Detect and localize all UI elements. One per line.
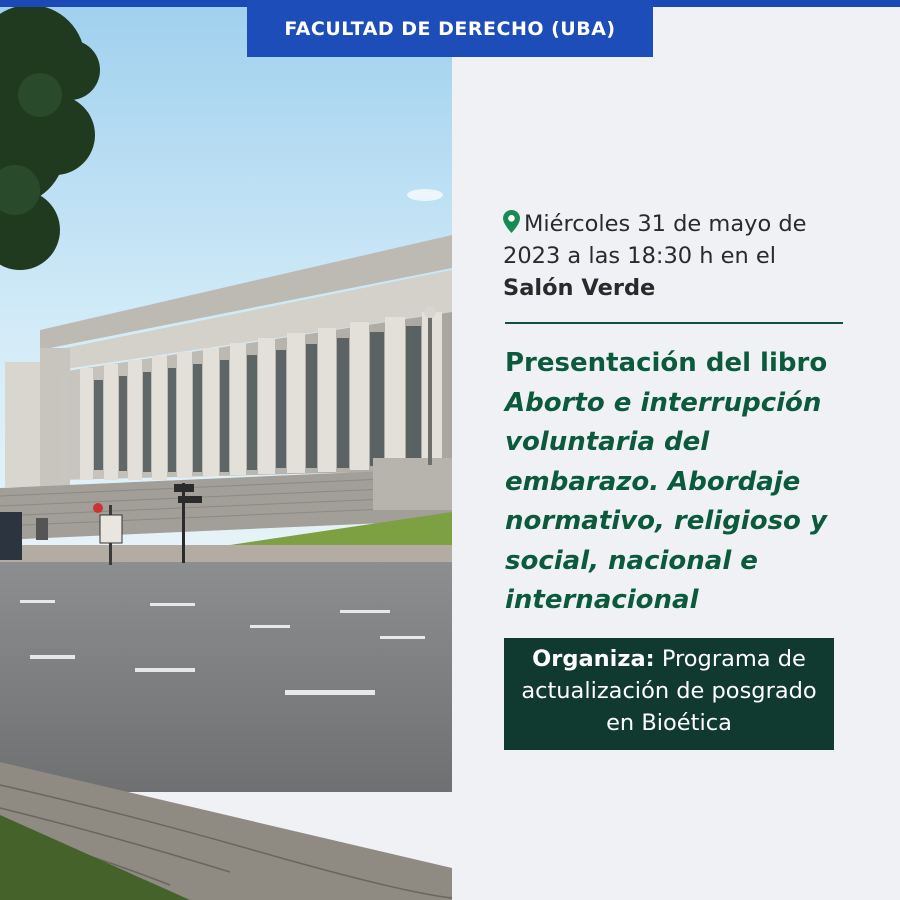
section-divider: [505, 322, 843, 324]
event-date-text: Miércoles 31 de mayo de 2023 a las 18:30 h en el: [503, 211, 807, 269]
organizer-name: Programa de actualización de posgrado en Bioética: [521, 646, 817, 736]
book-intro: Presentación del libro: [505, 348, 828, 378]
map-pin-icon: [503, 210, 520, 233]
institution-header: [247, 0, 653, 57]
book-presentation: [505, 344, 865, 621]
event-venue: Salón Verde: [503, 275, 656, 301]
organizer-label: Organiza:: [532, 646, 655, 672]
event-details: [503, 208, 853, 304]
book-title: Aborto e interrupción voluntaria del embarazo. Abordaje normativo, religioso y social, nacional e internacional: [505, 387, 827, 615]
institution-name: FACULTAD DE DERECHO (UBA): [284, 17, 616, 40]
top-accent-bar-right: [652, 0, 900, 7]
top-accent-bar-left: [0, 0, 248, 7]
organizer-box: [504, 638, 834, 750]
